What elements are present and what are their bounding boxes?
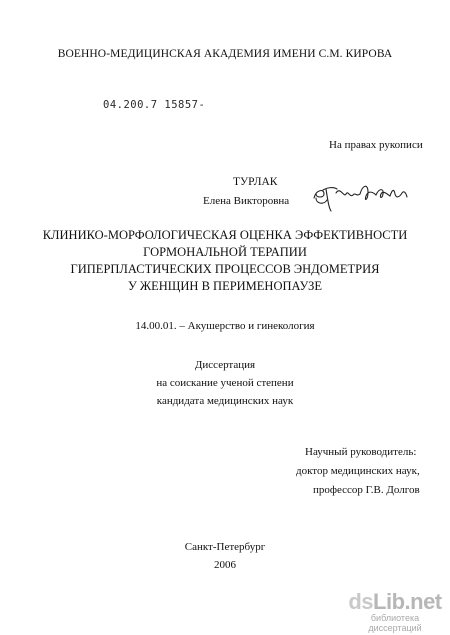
handwritten-signature	[310, 178, 410, 212]
registration-number-stamp: 04.200.7 15857-	[103, 99, 206, 111]
supervisor-line: Научный руководитель:	[305, 446, 417, 458]
year: 2006	[214, 559, 236, 571]
dissertation-type-line: Диссертация	[194, 359, 256, 371]
rights-note: На правах рукописи	[329, 139, 423, 151]
specialty-code: 14.00.01. – Акушерство и гинекология	[135, 320, 315, 332]
city: Санкт-Петербург	[184, 541, 266, 553]
dissertation-title-line: ГОРМОНАЛЬНОЙ ТЕРАПИИ	[143, 245, 307, 259]
dissertation-title-line: ГИПЕРПЛАСТИЧЕСКИХ ПРОЦЕССОВ ЭНДОМЕТРИЯ	[70, 262, 380, 276]
author-surname: ТУРЛАК	[233, 176, 278, 188]
supervisor-line: доктор медицинских наук,	[296, 465, 420, 477]
institution-name: ВОЕННО-МЕДИЦИНСКАЯ АКАДЕМИЯ ИМЕНИ С.М. КИРОВА	[57, 48, 393, 60]
supervisor-line: профессор Г.В. Долгов	[313, 484, 420, 496]
dissertation-type-line: на соискание ученой степени	[156, 377, 294, 389]
watermark-subtitle: библиотека диссертаций	[368, 613, 422, 633]
dslib-watermark	[345, 590, 445, 633]
dissertation-type-line: кандидата медицинских наук	[156, 395, 294, 407]
author-given-names: Елена Викторовна	[203, 195, 290, 207]
dissertation-title-line: КЛИНИКО-МОРФОЛОГИЧЕСКАЯ ОЦЕНКА ЭФФЕКТИВНОСТИ	[42, 228, 408, 242]
dissertation-title-line: У ЖЕНЩИН В ПЕРИМЕНОПАУЗЕ	[127, 279, 323, 293]
watermark-logo: dsLib.net	[348, 589, 442, 614]
